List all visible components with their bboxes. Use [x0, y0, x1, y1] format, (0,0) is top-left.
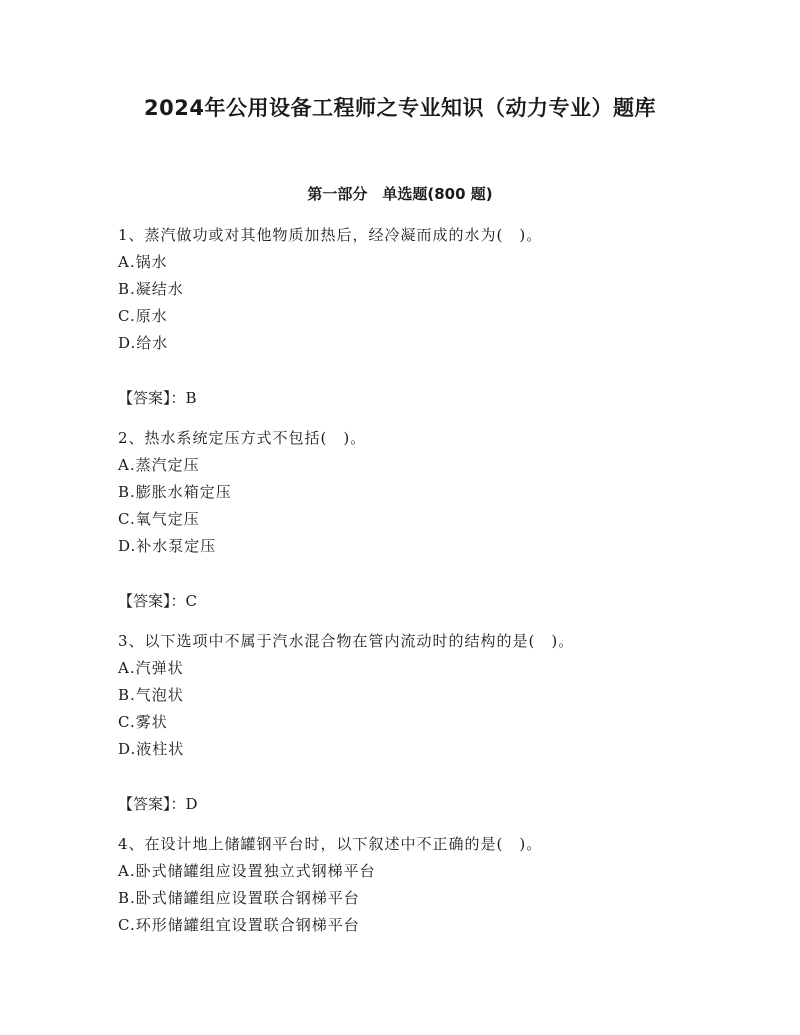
question-stem: 3、以下选项中不属于汽水混合物在管内流动时的结构的是( )。	[118, 632, 575, 650]
question-stem: 4、在设计地上储罐钢平台时，以下叙述中不正确的是( )。	[118, 835, 543, 853]
answer-label: 【答案】：	[118, 389, 186, 407]
answer-line	[118, 588, 718, 615]
option-b: B.凝结水	[118, 280, 184, 298]
question-3	[118, 628, 718, 763]
question-stem: 2、热水系统定压方式不包括( )。	[118, 429, 367, 447]
option-a: A.锅水	[118, 253, 168, 271]
option-a: A.汽弹状	[118, 659, 184, 677]
question-1	[118, 222, 718, 357]
answer-label: 【答案】：	[118, 795, 186, 813]
question-4	[118, 831, 718, 939]
page-title: 2024年公用设备工程师之专业知识（动力专业）题库	[144, 96, 656, 120]
question-stem: 1、蒸汽做功或对其他物质加热后，经冷凝而成的水为( )。	[118, 226, 543, 244]
question-2	[118, 425, 718, 560]
option-b: B.膨胀水箱定压	[118, 483, 232, 501]
option-d: D.液柱状	[118, 740, 185, 758]
answer-label: 【答案】：	[118, 592, 186, 610]
answer-line	[118, 791, 718, 818]
option-c: C.环形储罐组宜设置联合钢梯平台	[118, 916, 360, 934]
option-b: B.卧式储罐组应设置联合钢梯平台	[118, 889, 360, 907]
answer-value: D	[185, 795, 198, 813]
option-c: C.氧气定压	[118, 510, 200, 528]
option-c: C.雾状	[118, 713, 168, 731]
answer-line	[118, 385, 718, 412]
question-list	[118, 222, 718, 939]
option-a: A.卧式储罐组应设置独立式钢梯平台	[118, 862, 376, 880]
answer-value: B	[185, 389, 197, 407]
option-d: D.补水泵定压	[118, 537, 217, 555]
option-a: A.蒸汽定压	[118, 456, 200, 474]
option-c: C.原水	[118, 307, 168, 325]
section-title: 第一部分 单选题(800 题)	[307, 185, 493, 203]
option-d: D.给水	[118, 334, 169, 352]
option-b: B.气泡状	[118, 686, 184, 704]
answer-value: C	[185, 592, 197, 610]
